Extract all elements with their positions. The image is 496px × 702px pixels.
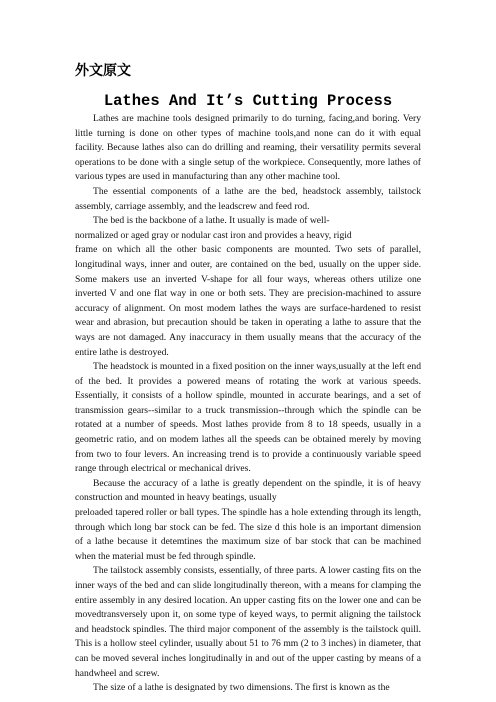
paragraph-bed-line-1: The bed is the backbone of a lathe. It usually is made of well- xyxy=(93,215,330,227)
paragraph-tailstock: The tailstock assembly consists, essentially, of three parts. A lower casting fits on the inner ways of the bed and can slide longitudinally thereon, with a means for clamping the entire assembly in any desired location. An upper casting fits on the lower one and can be movedtransversely upon it, on some type of keyed ways, to permit aligning the tailstock and headstock spindles. The third major component of the assembly is the tailstock quill. This is a hollow steel cylinder, usually about 51 to 76 mm (2 to 3 inches) in diameter, that can be moved several inches longitudinally in and out of the upper casting by means of a handwheel and screw. xyxy=(75,565,421,679)
document-title: Lathes And It’s Cutting Process xyxy=(103,92,393,110)
paragraph-spindle-line-1: Because the accuracy of a lathe is greatly dependent on the spindle, it is of heavy construction and mounted in heavy beatings, usually xyxy=(75,477,421,504)
paragraph-headstock: The headstock is mounted in a fixed position on the inner ways,usually at the left end of the bed. It provides a powered means of rotating the work at various speeds. Essentially, it consists of a hollow spindle, mounted in accurate bearings, and a set of transmission gears--similar to a truck transmission--through which the spindle can be rotated at a number of speeds. Most lathes provide from 8 to 18 speeds, usually in a geometric ratio, and on modem lathes all the speeds can be obtained merely by moving from two to four levers. An increasing trend is to provide a continuously variable speed range through electrical or mechanical drives. xyxy=(75,361,421,475)
paragraph-bed-body: frame on which all the other basic components are mounted. Two sets of parallel, longitudinal ways, inner and outer, are contained on the bed, usually on the upper side. Some makers use an inverted V-shape for all four ways, whereas others utilize one inverted V and one flat way in one or both sets. They are precision-machined to assure accuracy of alignment. On most modem lathes the ways are surface-hardened to resist wear and abrasion, but precaution should be taken in operating a lathe to assure that the ways are not damaged. Any inaccuracy in them usually means that the accuracy of the entire lathe is destroyed. xyxy=(75,244,421,358)
paragraph-components: The essential components of a lathe are the bed, headstock assembly, tailstock assembly, carriage assembly, and the leadscrew and feed rod. xyxy=(75,185,421,212)
paragraph-spindle-body: preloaded tapered roller or ball types. The spindle has a hole extending through its length, through which long bar stock can be fed. The size d this hole is an important dimension of a lathe because it detemtines the maximum size of bar stock that can be machined when the material must be fed through spindle. xyxy=(75,507,421,562)
paragraph-lathe-size: The size of a lathe is designated by two dimensions. The first is known as the xyxy=(93,682,390,694)
section-heading: 外文原文 xyxy=(75,63,131,79)
paragraph-intro: Lathes are machine tools designed primarily to do turning, facing,and boring. Very little turning is done on other types of machine tools,and none can do it with equal facility. Because lathes also can do drilling and reaming, their versatility permits several operations to be done with a single setup of the workpiece. Consequently, more lathes of various types are used in manufacturing than any other machine tool. xyxy=(75,113,421,183)
document-body xyxy=(75,112,421,696)
paragraph-bed-line-2: normalized or aged gray or nodular cast iron and provides a heavy, rigid xyxy=(75,229,352,241)
